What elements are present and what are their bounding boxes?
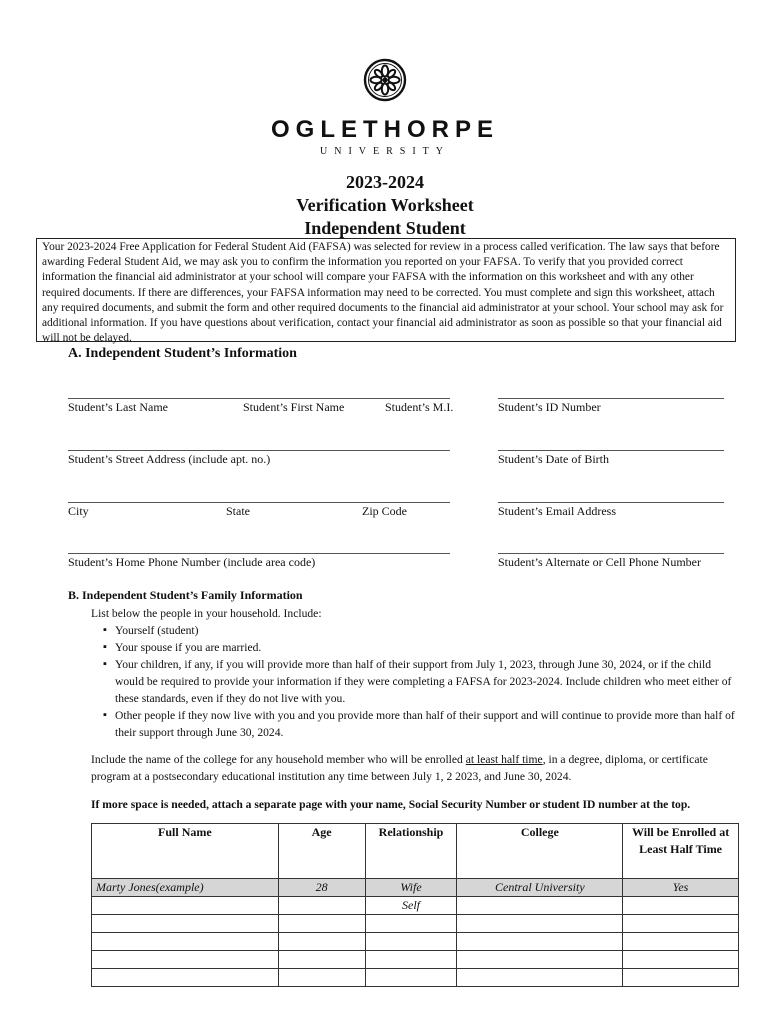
list-item: ▪ Yourself (student) [103,622,741,639]
college-cell[interactable] [457,969,623,987]
household-table [91,823,739,987]
enrolled-cell[interactable] [623,897,739,915]
list-item: ▪ Your children, if any, if you will provide more than half of their support from July 1, 2023, through June 30, 2024, or if the child would be required to provide your information if they were completing a FAFSA for 2023-2024. Include children who meet either of these standards, even if they do not live with you. [103,656,741,707]
verification-intro-box: Your 2023-2024 Free Application for Federal Student Aid (FAFSA) was selected for review in a process called verification. The law says that before awarding Federal Student Aid, we may ask you to confirm the information you reported on your FAFSA. To verify that you provided correct information the financial aid administrator at your school will compare your FAFSA with the information on this worksheet and with any other required documents. If there are differences, your FAFSA information may need to be corrected. You must complete and sign this worksheet, attach any required documents, and submit the form and other required documents to the financial aid administrator at your school. Your school may ask for additional information. If you have questions about verification, contact your financial aid administrator as soon as possible so that your financial aid will not be delayed. [36,238,736,342]
enrolled-cell[interactable] [623,915,739,933]
college-note [91,751,741,785]
city-label: City [68,504,89,518]
enrolled-cell[interactable] [623,951,739,969]
middle-initial-label: Student’s M.I. [385,400,454,414]
student-id-label: Student’s ID Number [498,400,601,414]
home-phone-field-line[interactable] [68,553,450,554]
relationship-cell[interactable] [365,969,457,987]
relationship-cell: Self [365,897,457,915]
alt-phone-field-line[interactable] [498,553,724,554]
list-item: ▪ Your spouse if you are married. [103,639,741,656]
full-name-cell[interactable] [92,969,279,987]
section-a-title: A. Independent Student’s Information [68,346,297,361]
relationship-header: Relationship [365,824,457,879]
worksheet-year: 2023-2024 [346,172,424,192]
table-header-row [92,824,739,879]
date-of-birth-field-line[interactable] [498,450,724,451]
enrolled-cell[interactable] [623,933,739,951]
household-intro: List below the people in your household. Include: [91,607,322,620]
relationship-cell[interactable] [365,933,457,951]
college-note-text-end: , in a degree, diploma, or certificate program at a postsecondary educational institution any time between July 1, 2 2023, and June 30, 2024. [91,753,708,783]
worksheet-subtitle: Independent Student [304,218,466,238]
relationship-cell[interactable] [365,915,457,933]
example-age: 28 [278,879,365,897]
example-college: Central University [457,879,623,897]
table-row [92,933,739,951]
extra-space-note: If more space is needed, attach a separate page with your name, Social Security Number or student ID number at the top. [91,798,691,811]
university-subword: UNIVERSITY [320,146,450,157]
zip-code-label: Zip Code [362,504,407,518]
state-label: State [226,504,250,518]
ornament-emblem-icon [363,58,407,102]
relationship-cell[interactable] [365,951,457,969]
college-cell[interactable] [457,951,623,969]
college-cell[interactable] [457,897,623,915]
college-cell[interactable] [457,915,623,933]
university-wordmark: OGLETHORPE [270,116,499,143]
college-cell[interactable] [457,933,623,951]
age-cell[interactable] [278,897,365,915]
example-full-name: Marty Jones(example) [92,879,279,897]
example-enrolled: Yes [623,879,739,897]
name-field-line[interactable] [68,398,450,399]
worksheet-title: Verification Worksheet [296,195,474,215]
college-note-text: Include the name of the college for any household member who will be enrolled [91,753,466,766]
last-name-label: Student’s Last Name [68,400,168,414]
household-instructions [91,605,741,741]
college-note-emphasis: at least half time [465,753,543,766]
date-of-birth-label: Student’s Date of Birth [498,452,609,466]
first-name-label: Student’s First Name [243,400,345,414]
age-cell[interactable] [278,969,365,987]
email-field-line[interactable] [498,502,724,503]
enrolled-cell[interactable] [623,969,739,987]
full-name-cell[interactable] [92,915,279,933]
city-state-zip-field-line[interactable] [68,502,450,503]
age-cell[interactable] [278,951,365,969]
age-header: Age [278,824,365,879]
example-relationship: Wife [365,879,457,897]
table-row [92,915,739,933]
list-item: ▪ Other people if they now live with you and you provide more than half of their support and will continue to provide more than half of their support through June 30, 2024. [103,707,741,741]
email-label: Student’s Email Address [498,504,616,518]
table-row [92,969,739,987]
section-b-title: B. Independent Student’s Family Information [68,588,303,602]
student-id-field-line[interactable] [498,398,724,399]
college-header: College [457,824,623,879]
full-name-cell[interactable] [92,933,279,951]
table-row [92,897,739,915]
enrolled-header: Will be Enrolled at Least Half Time [623,824,739,879]
university-logo [0,58,770,102]
full-name-header: Full Name [92,824,279,879]
age-cell[interactable] [278,915,365,933]
table-row [92,951,739,969]
full-name-cell[interactable] [92,951,279,969]
street-address-field-line[interactable] [68,450,450,451]
age-cell[interactable] [278,933,365,951]
alt-phone-label: Student’s Alternate or Cell Phone Number [498,555,701,569]
table-row-example [92,879,739,897]
street-address-label: Student’s Street Address (include apt. no.) [68,452,271,466]
home-phone-label: Student’s Home Phone Number (include area code) [68,555,316,569]
household-bullet-list [103,622,741,741]
full-name-cell[interactable] [92,897,279,915]
